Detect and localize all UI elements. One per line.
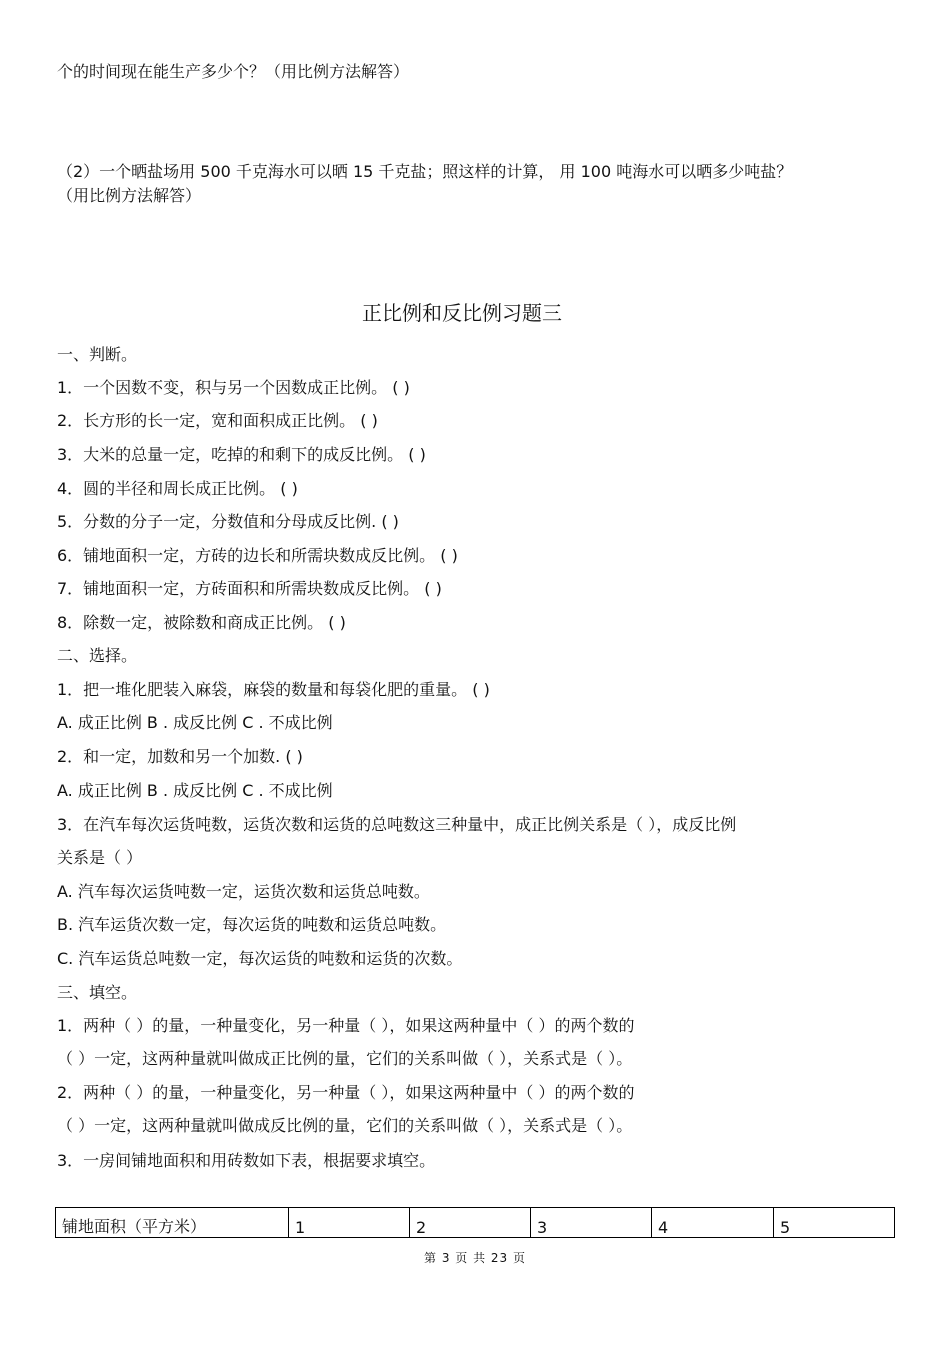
- page-footer: 第 3 页 共 23 页: [424, 1251, 526, 1265]
- table-cell: 4: [652, 1208, 774, 1238]
- judge-item: 1．一个因数不变，积与另一个因数成正比例。 ( ): [57, 378, 410, 397]
- section-heading-choice: 二、选择。: [57, 646, 138, 665]
- judge-item: 7．铺地面积一定，方砖面积和所需块数成反比例。 ( ): [57, 579, 442, 598]
- choice-option-c: C. 汽车运货总吨数一定，每次运货的吨数和运货的次数。: [57, 949, 463, 968]
- choice-option-b: B. 汽车运货次数一定，每次运货的吨数和运货总吨数。: [57, 915, 447, 934]
- table-header-cell: 铺地面积（平方米）: [56, 1208, 289, 1238]
- question-2-text: （2）一个晒盐场用 500 千克海水可以晒 15 千克盐；照这样的计算， 用 100 吨海水可以晒多少吨盐？: [57, 162, 793, 181]
- choice-options: A. 成正比例 B . 成反比例 C . 不成比例: [57, 713, 333, 732]
- choice-question: 2．和一定，加数和另一个加数. ( ): [57, 747, 303, 766]
- fill-question: 3．一房间铺地面积和用砖数如下表，根据要求填空。: [57, 1151, 436, 1170]
- fill-question: 1．两种（ ）的量，一种量变化，另一种量（ ），如果这两种量中（ ）的两个数的: [57, 1016, 635, 1035]
- judge-item: 8．除数一定，被除数和商成正比例。 ( ): [57, 613, 346, 632]
- table-cell: 2: [410, 1208, 531, 1238]
- table-cell: 5: [774, 1208, 895, 1238]
- table-row: [56, 1208, 895, 1238]
- data-table: [55, 1207, 895, 1238]
- choice-question-continued: 关系是（ ）: [57, 848, 143, 867]
- judge-item: 5．分数的分子一定，分数值和分母成反比例. ( ): [57, 512, 399, 531]
- section-heading-judge: 一、判断。: [57, 345, 138, 364]
- section-heading-fill: 三、填空。: [57, 983, 138, 1002]
- intro-line: 个的时间现在能生产多少个？（用比例方法解答）: [57, 62, 410, 81]
- fill-question-continued: （ ）一定，这两种量就叫做成反比例的量，它们的关系叫做（ ），关系式是（ ）。: [57, 1116, 633, 1135]
- judge-item: 2．长方形的长一定，宽和面积成正比例。 ( ): [57, 411, 378, 430]
- judge-item: 6．铺地面积一定，方砖的边长和所需块数成反比例。 ( ): [57, 546, 458, 565]
- choice-question: 1．把一堆化肥装入麻袋，麻袋的数量和每袋化肥的重量。 ( ): [57, 680, 490, 699]
- judge-item: 4．圆的半径和周长成正比例。 ( ): [57, 479, 298, 498]
- judge-item: 3．大米的总量一定，吃掉的和剩下的成反比例。 ( ): [57, 445, 426, 464]
- question-2-note: （用比例方法解答）: [57, 186, 202, 205]
- choice-options: A. 成正比例 B . 成反比例 C . 不成比例: [57, 781, 333, 800]
- table-cell: 1: [289, 1208, 410, 1238]
- table-cell: 3: [531, 1208, 652, 1238]
- fill-question-continued: （ ）一定，这两种量就叫做成正比例的量，它们的关系叫做（ ），关系式是（ ）。: [57, 1049, 633, 1068]
- choice-question: 3．在汽车每次运货吨数，运货次数和运货的总吨数这三种量中，成正比例关系是（ ），成反比例: [57, 815, 737, 834]
- page-title: 正比例和反比例习题三: [362, 301, 562, 325]
- fill-question: 2．两种（ ）的量，一种量变化，另一种量（ ），如果这两种量中（ ）的两个数的: [57, 1083, 635, 1102]
- choice-option-a: A. 汽车每次运货吨数一定，运货次数和运货总吨数。: [57, 882, 430, 901]
